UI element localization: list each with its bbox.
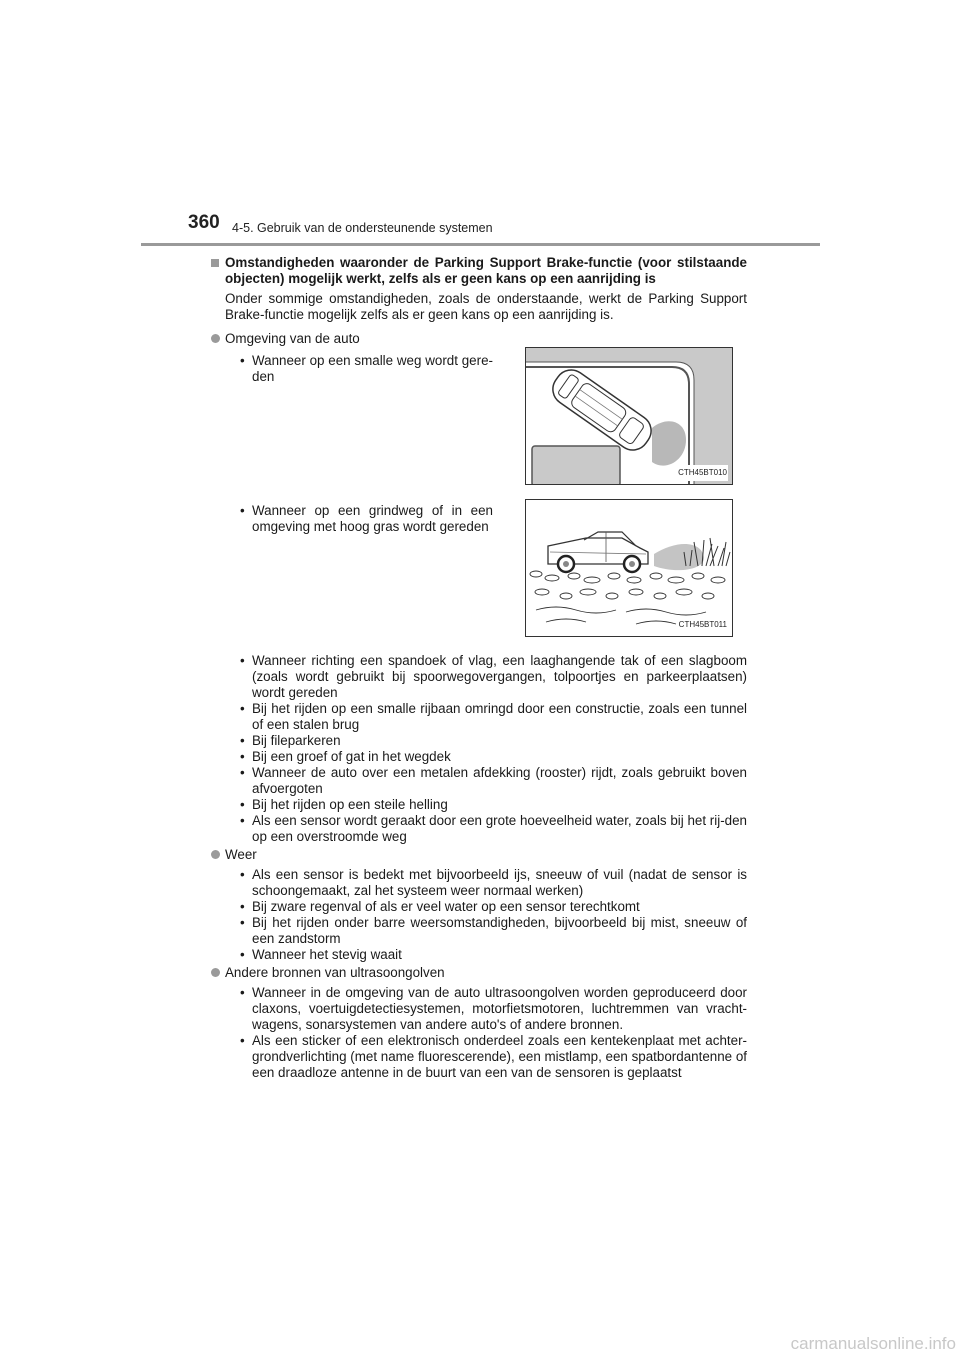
list-item-text: Wanneer de auto over een metalen afdekking (rooster) rijdt, zoals gebruikt boven afvoergoten xyxy=(252,765,747,796)
bullet-mark: • xyxy=(240,915,245,930)
list-item-text: Wanneer op een grindweg of in een omgeving met hoog gras wordt gereden xyxy=(252,503,493,534)
gravel-road-illustration xyxy=(526,500,732,636)
list-item-text: Bij een groef of gat in het wegdek xyxy=(252,749,451,764)
bullet-mark: • xyxy=(240,503,245,518)
bullet-mark: • xyxy=(240,813,245,828)
list-ultrasonic-sources xyxy=(211,985,747,1081)
list-item-text: Bij het rijden op een smalle rijbaan omringd door een constructie, zoals een tunnel of een stalen brug xyxy=(252,701,747,732)
list-item xyxy=(240,797,747,813)
list-item xyxy=(240,947,747,963)
list-item-text: Wanneer op een smalle weg wordt gere-den xyxy=(252,353,493,384)
figure-narrow-road xyxy=(525,347,733,485)
heading xyxy=(211,255,747,287)
list-item xyxy=(240,701,747,733)
category-title: Omgeving van de auto xyxy=(225,331,360,346)
heading-text: Omstandigheden waaronder de Parking Support Brake-functie (voor stilstaande objecten) mogelijk werkt, zelfs als er geen kans op een aanrijding is xyxy=(225,255,747,286)
list-weather xyxy=(211,867,747,963)
bullet-mark: • xyxy=(240,947,245,962)
list-item xyxy=(240,985,747,1033)
bullet-mark: • xyxy=(240,749,245,764)
bullet-mark: • xyxy=(240,765,245,780)
list-item xyxy=(240,749,747,765)
list-item-text: Wanneer in de omgeving van de auto ultrasoongolven worden geproduceerd door claxons, voertuigdetectiesystemen, motorfietsmotoren, luchtremmen van vracht-wagens, sonarsystemen van andere auto's of andere bronnen. xyxy=(252,985,747,1032)
category-weather xyxy=(211,847,747,863)
figure-code: CTH45BT010 xyxy=(677,465,728,481)
list-item xyxy=(240,813,747,845)
circle-bullet-icon xyxy=(211,334,220,343)
section-header: 4-5. Gebruik van de ondersteunende systemen xyxy=(232,221,493,235)
figure-code: CTH45BT011 xyxy=(678,617,728,633)
bullet-mark: • xyxy=(240,653,245,668)
category-ultrasonic-sources xyxy=(211,965,747,981)
bullet-mark: • xyxy=(240,899,245,914)
circle-bullet-icon xyxy=(211,850,220,859)
header-rule xyxy=(141,243,820,246)
list-item xyxy=(240,899,747,915)
list-item-text: Bij het rijden op een steile helling xyxy=(252,797,448,812)
list-item xyxy=(240,765,747,797)
list-item-text: Wanneer het stevig waait xyxy=(252,947,402,962)
square-bullet-icon xyxy=(211,259,219,267)
list-item xyxy=(240,653,747,701)
list-item-text: Wanneer richting een spandoek of vlag, een laaghangende tak of een slagboom (zoals wordt gebruikt bij spoorwegovergangen, tolpoortjes en parkeerplaatsen) wordt gereden xyxy=(252,653,747,700)
category-title: Weer xyxy=(225,847,257,862)
list-item xyxy=(240,1033,747,1081)
bullet-mark: • xyxy=(240,1033,245,1048)
bullet-mark: • xyxy=(240,701,245,716)
list-item xyxy=(240,733,747,749)
list-item-text: Als een sensor wordt geraakt door een grote hoeveelheid water, zoals bij het rij-den op een overstroomde weg xyxy=(252,813,748,844)
list-item-text: Bij zware regenval of als er veel water op een sensor terechtkomt xyxy=(252,899,640,914)
narrow-road-illustration xyxy=(526,348,732,484)
bullet-mark: • xyxy=(240,797,245,812)
list-item xyxy=(240,915,747,947)
list-item-text: Als een sensor is bedekt met bijvoorbeeld ijs, sneeuw of vuil (nadat de sensor is schoongemaakt, zal het systeem weer normaal werken) xyxy=(252,867,747,898)
figure-row-gravel-road xyxy=(211,503,747,653)
bullet-mark: • xyxy=(240,985,245,1000)
category-surroundings xyxy=(211,331,747,347)
list-surroundings xyxy=(211,653,747,845)
content xyxy=(211,255,747,1081)
list-item xyxy=(240,867,747,899)
intro-paragraph: Onder sommige omstandigheden, zoals de onderstaande, werkt de Parking Support Brake-functie mogelijk zelfs als er geen kans op een aanrijding is. xyxy=(225,291,747,322)
watermark: carmanualsonline.info xyxy=(790,1334,956,1353)
bullet-mark: • xyxy=(240,353,245,368)
category-title: Andere bronnen van ultrasoongolven xyxy=(225,965,445,980)
figure-row-narrow-road xyxy=(211,353,747,503)
list-item xyxy=(240,353,493,385)
figure-gravel-road xyxy=(525,499,733,637)
list-item-text: Bij fileparkeren xyxy=(252,733,341,748)
page-number: 360 xyxy=(188,212,220,233)
circle-bullet-icon xyxy=(211,968,220,977)
list-item-text: Bij het rijden onder barre weersomstandigheden, bijvoorbeeld bij mist, sneeuw of een zandstorm xyxy=(252,915,747,946)
bullet-mark: • xyxy=(240,867,245,882)
list-item xyxy=(240,503,493,535)
bullet-mark: • xyxy=(240,733,245,748)
list-item-text: Als een sticker of een elektronisch onderdeel zoals een kentekenplaat met achter-grondverlichting (met name fluorescerende), een mistlamp, een spatbordantenne of een draadloze antenne in de buurt van een van de sensoren is geplaatst xyxy=(252,1033,747,1080)
